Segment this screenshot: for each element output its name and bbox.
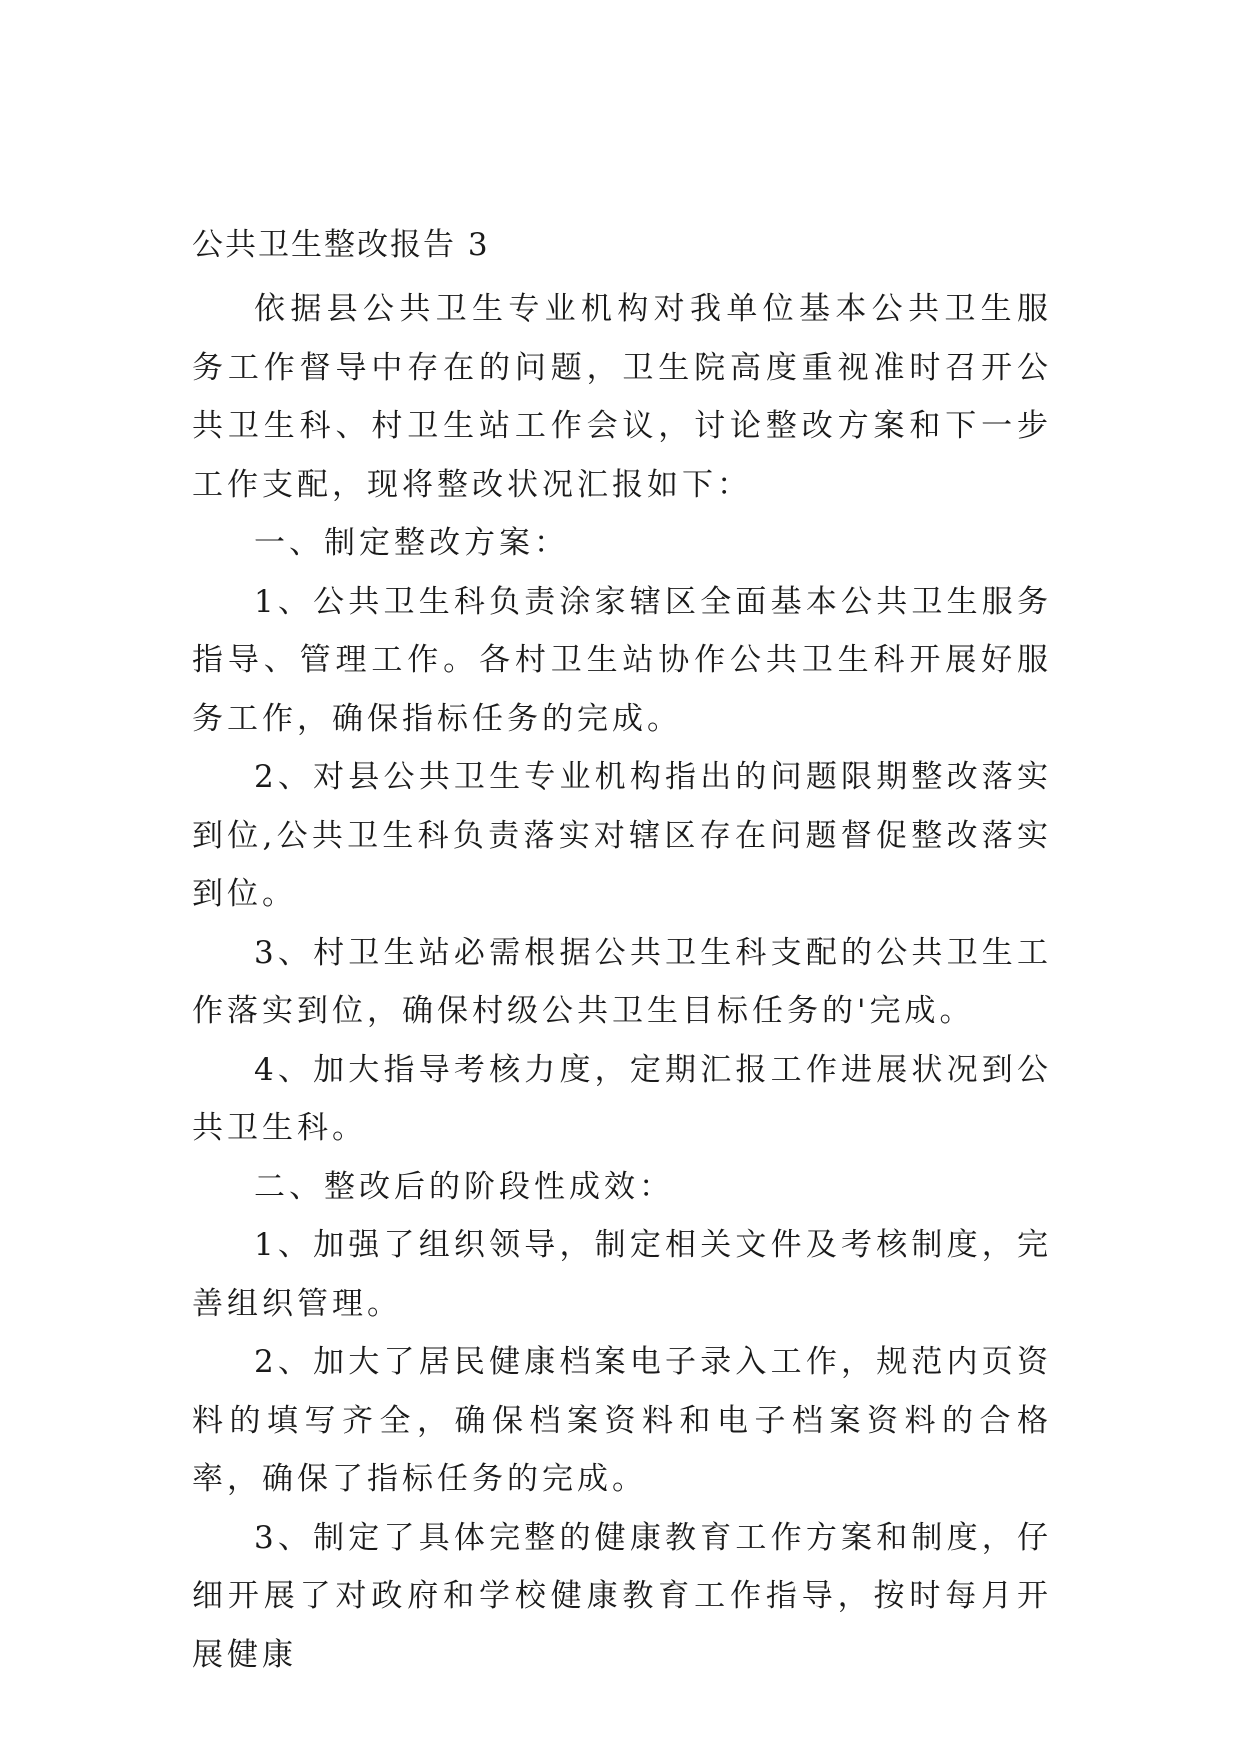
document-title: 公共卫生整改报告 3 bbox=[192, 227, 490, 263]
paragraph-item: 1、公共卫生科负责涂家辖区全面基本公共卫生服务指导、管理工作。各村卫生站协作公共卫生科开展好服务工作，确保指标任务的完成。 bbox=[192, 583, 1052, 737]
paragraph-item: 3、村卫生站必需根据公共卫生科支配的公共卫生工作落实到位，确保村级公共卫生目标任务的'完成。 bbox=[192, 934, 1052, 1029]
paragraph-item: 2、加大了居民健康档案电子录入工作，规范内页资料的填写齐全，确保档案资料和电子档案资料的合格率，确保了指标任务的完成。 bbox=[192, 1344, 1052, 1497]
document-page bbox=[192, 222, 1052, 1684]
paragraph-item: 3、制定了具体完整的健康教育工作方案和制度，仔细开展了对政府和学校健康教育工作指导，按时每月开展健康 bbox=[192, 1519, 1052, 1673]
paragraph-item: 1、加强了组织领导，制定相关文件及考核制度，完善组织管理。 bbox=[192, 1227, 1052, 1322]
paragraph-item: 2、对县公共卫生专业机构指出的问题限期整改落实到位,公共卫生科负责落实对辖区存在问题督促整改落实到位。 bbox=[192, 759, 1052, 912]
paragraph-item: 4、加大指导考核力度，定期汇报工作进展状况到公共卫生科。 bbox=[192, 1051, 1052, 1146]
paragraph-intro: 依据县公共卫生专业机构对我单位基本公共卫生服务工作督导中存在的问题，卫生院高度重视准时召开公共卫生科、村卫生站工作会议，讨论整改方案和下一步工作支配，现将整改状况汇报如下： bbox=[192, 291, 1052, 503]
section-heading-2: 二、整改后的阶段性成效： bbox=[254, 1168, 674, 1205]
section-heading-1: 一、制定整改方案： bbox=[254, 525, 569, 561]
